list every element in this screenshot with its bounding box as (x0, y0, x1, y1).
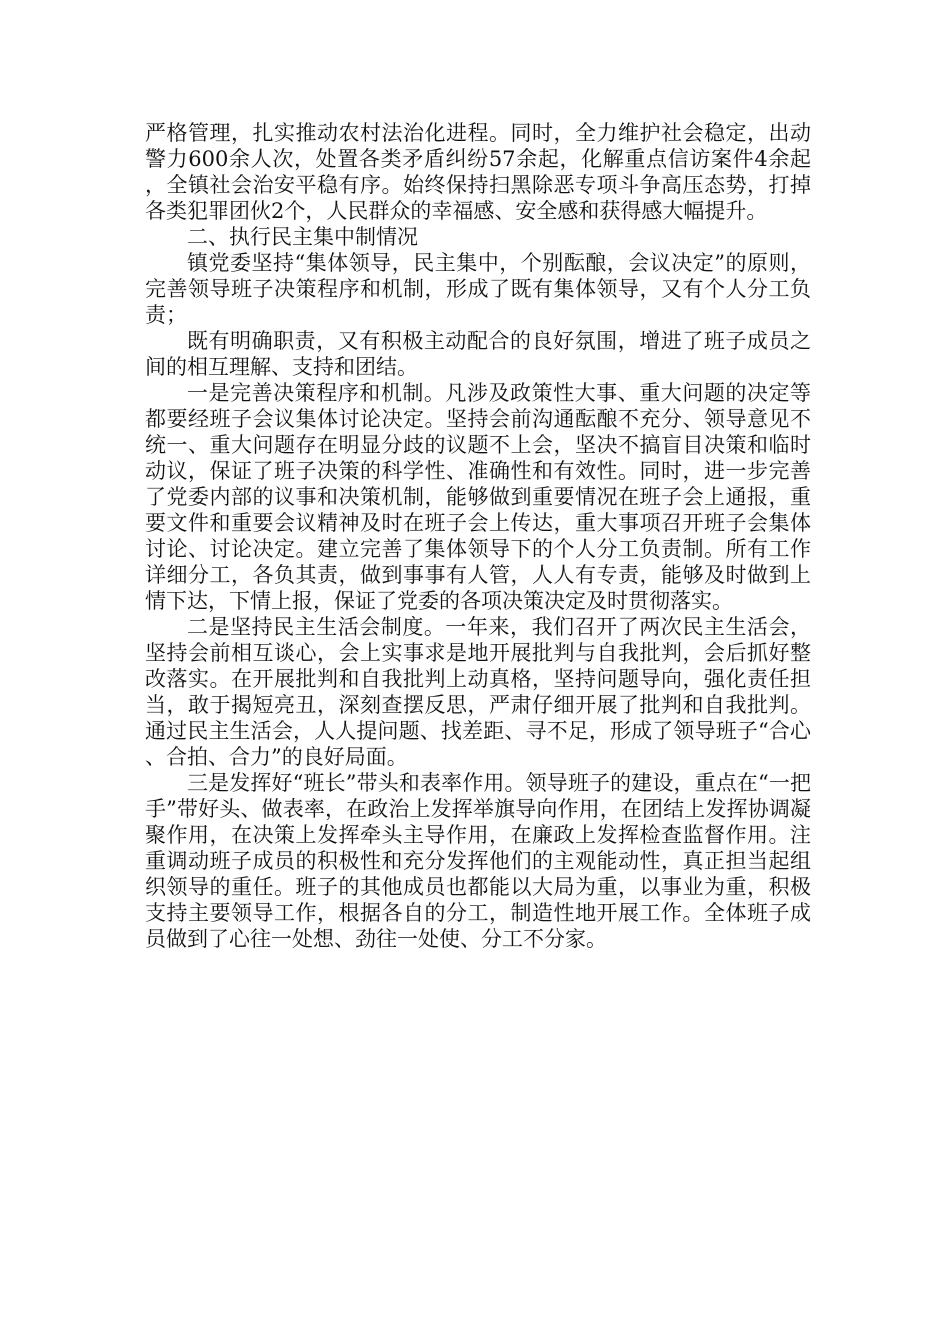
paragraph: 二是坚持民主生活会制度。一年来，我们召开了两次民主生活会，坚持会前相互谈心，会上实事求是地开展批判与自我批判，会后抓好整改落实。在开展批判和自我批判上动真格，坚持问题导向，强化责任担当，敢于揭短亮丑，深刻查摆反思，严肃仔细开展了批判和自我批判。通过民主生活会，人人提问题、找差距、寻不足，形成了领导班子“合心、合拍、合力”的良好局面。 (145, 615, 811, 769)
paragraph: 三是发挥好“班长”带头和表率作用。领导班子的建设，重点在“一把手”带好头、做表率，在政治上发挥举旗导向作用，在团结上发挥协调凝聚作用，在决策上发挥牵头主导作用，在廉政上发挥检查监督作用。注重调动班子成员的积极性和充分发挥他们的主观能动性，真正担当起组织领导的重任。班子的其他成员也都能以大局为重，以事业为重，积极支持主要领导工作，根据各自的分工，制造性地开展工作。全体班子成员做到了心往一处想、劲往一处使、分工不分家。 (145, 771, 811, 951)
paragraph: 一是完善决策程序和机制。凡涉及政策性大事、重大问题的决定等都要经班子会议集体讨论决定。坚持会前沟通酝酿不充分、领导意见不统一、重大问题存在明显分歧的议题不上会，坚决不搞盲目决策和临时动议，保证了班子决策的科学性、准确性和有效性。同时，进一步完善了党委内部的议事和决策机制，能够做到重要情况在班子会上通报，重要文件和重要会议精神及时在班子会上传达，重大事项召开班子会集体讨论、讨论决定。建立完善了集体领导下的个人分工负责制。所有工作详细分工，各负其责，做到事事有人管，人人有专责，能够及时做到上情下达，下情上报，保证了党委的各项决策决定及时贯彻落实。 (145, 381, 811, 613)
section-heading: 二、执行民主集中制情况 (187, 225, 418, 249)
paragraph-continuation: 严格管理，扎实推动农村法治化进程。同时，全力维护社会稳定，出动警力600余人次，处置各类矛盾纠纷57余起，化解重点信访案件4余起，全镇社会治安平稳有序。始终保持扫黑除恶专项斗争高压态势，打掉各类犯罪团伙2个，人民群众的幸福感、安全感和获得感大幅提升。 (145, 121, 811, 223)
document-body (145, 120, 811, 952)
paragraph: 既有明确职责，又有积极主动配合的良好氛围，增进了班子成员之间的相互理解、支持和团结。 (145, 329, 811, 379)
paragraph: 镇党委坚持“集体领导，民主集中，个别酝酿，会议决定”的原则，完善领导班子决策程序和机制，形成了既有集体领导，又有个人分工负责； (145, 251, 811, 327)
